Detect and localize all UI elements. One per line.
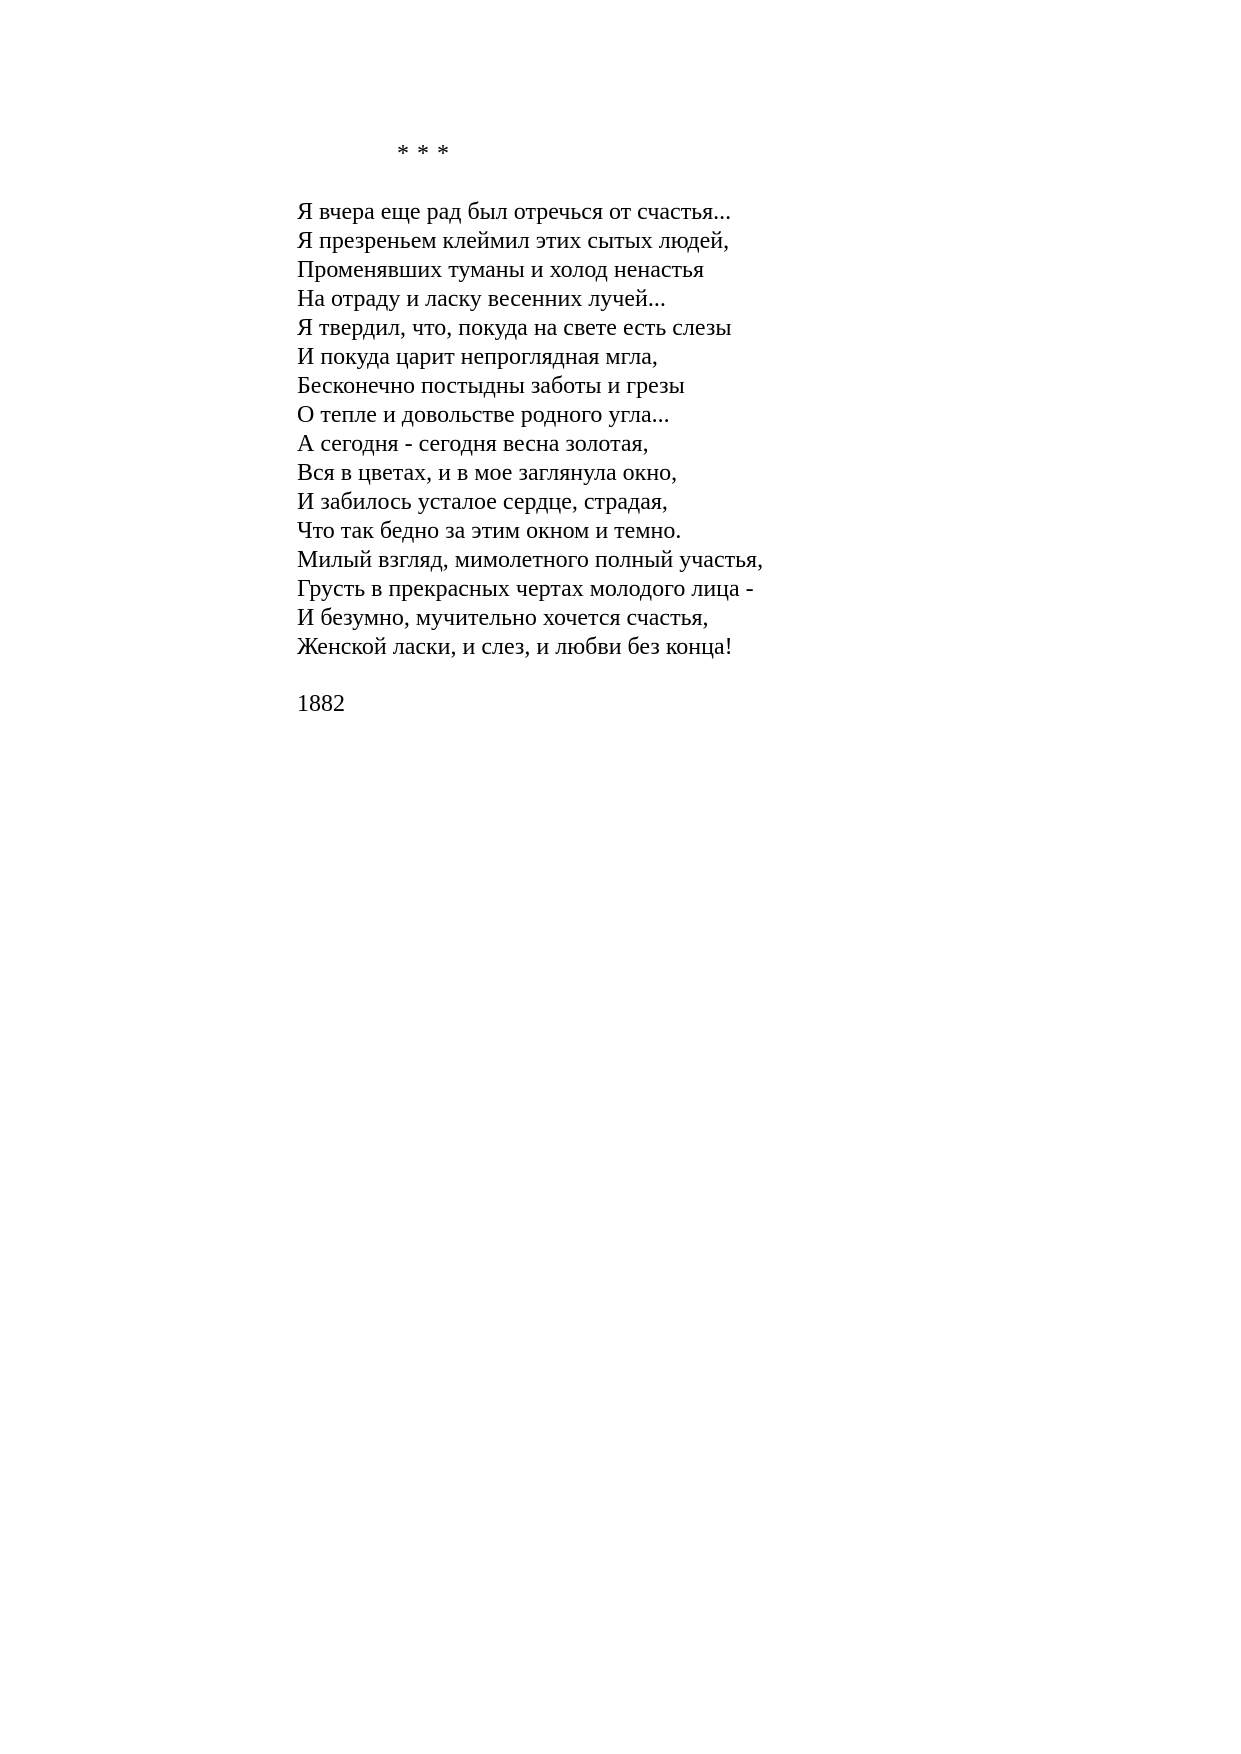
poem-line: И забилось усталое сердце, страдая, — [297, 489, 668, 515]
poem-line: Милый взгляд, мимолетного полный участья, — [297, 547, 764, 573]
poem-line: Что так бедно за этим окном и темно. — [297, 518, 682, 544]
poem-year: 1882 — [297, 691, 345, 717]
poem-line: Бесконечно постыдны заботы и грезы — [297, 373, 685, 399]
poem-line: Женской ласки, и слез, и любви без конца! — [297, 634, 733, 660]
poem-line: Я твердил, что, покуда на свете есть слезы — [297, 315, 732, 341]
poem-line: И безумно, мучительно хочется счастья, — [297, 605, 709, 631]
poem-line: А сегодня - сегодня весна золотая, — [297, 431, 649, 457]
poem-line: Я вчера еще рад был отречься от счастья... — [297, 199, 732, 225]
poem-line: О тепле и довольстве родного угла... — [297, 402, 670, 428]
poem-line: Променявших туманы и холод ненастья — [297, 257, 704, 283]
poem-line: На отраду и ласку весенних лучей... — [297, 286, 666, 312]
poem — [297, 140, 763, 719]
poem-line: Вся в цветах, и в мое заглянула окно, — [297, 460, 678, 486]
poem-line: Грусть в прекрасных чертах молодого лица - — [297, 576, 754, 602]
poem-line: Я презреньем клеймил этих сытых людей, — [297, 228, 730, 254]
poem-line: И покуда царит непроглядная мгла, — [297, 344, 658, 370]
section-separator: * * * — [397, 141, 450, 167]
